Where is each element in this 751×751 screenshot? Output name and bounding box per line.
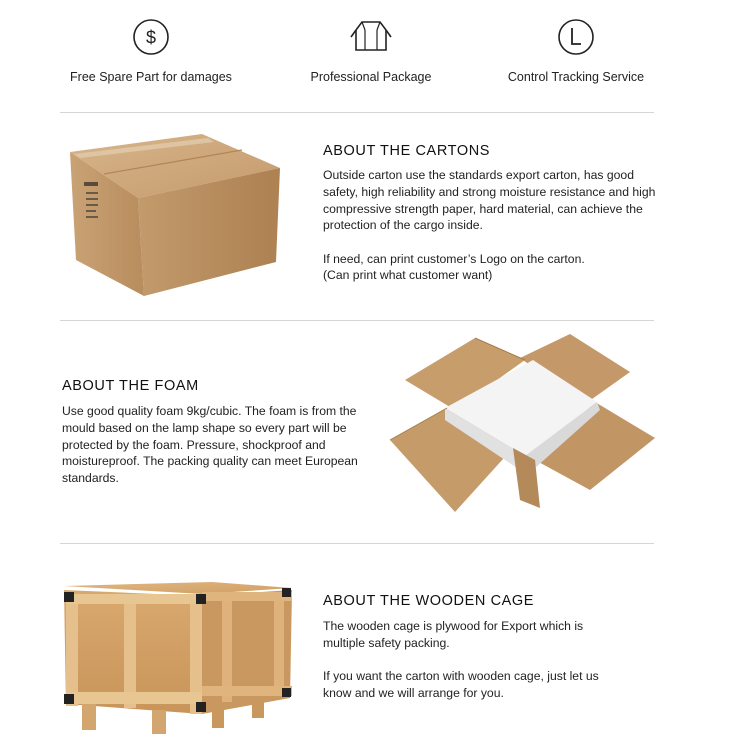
feature-package [251, 16, 491, 84]
feature-label: Free Spare Part for damages [70, 70, 232, 84]
cartons-title: ABOUT THE CARTONS [323, 143, 491, 159]
wooden-cage-arrange-note: If you want the carton with wooden cage, just let us know and we will arrange for you. [323, 669, 599, 700]
open-carton-foam-image [385, 330, 660, 515]
wooden-cage-paragraph: The wooden cage is plywood for Export which is multiple safety packing. [323, 619, 584, 650]
features-row [0, 0, 751, 112]
section-divider [60, 112, 654, 113]
package-icon [348, 16, 394, 58]
cartons-logo-note: If need, can print customer’s Logo on the carton. [323, 252, 585, 266]
foam-paragraph: Use good quality foam 9kg/cubic. The foam is from the mould based on the lamp shape so every part will be protected by the foam. Pressure, shockproof and moistureproof. The packing quality can meet European standards. [62, 404, 358, 486]
section-divider [60, 320, 654, 321]
feature-label: Professional Package [310, 70, 432, 84]
feature-tracking [456, 16, 696, 84]
cartons-paragraph: Outside carton use the standards export carton, has good safety, high reliability and strong moisture resistance and high compressive strength paper, hard material, can achieve the protection of the cargo inside. [323, 168, 656, 233]
tracking-icon [555, 16, 597, 58]
feature-label: Control Tracking Service [507, 70, 645, 84]
svg-text:$: $ [145, 27, 157, 48]
wooden-cage-title: ABOUT THE WOODEN CAGE [323, 593, 535, 609]
carton-box-image [62, 130, 287, 302]
wooden-cage-image [62, 580, 294, 740]
dollar-icon [130, 16, 172, 58]
feature-spare-part [31, 16, 271, 84]
foam-title: ABOUT THE FOAM [62, 378, 199, 394]
section-divider [60, 543, 654, 544]
cartons-print-note: (Can print what customer want) [323, 268, 493, 282]
